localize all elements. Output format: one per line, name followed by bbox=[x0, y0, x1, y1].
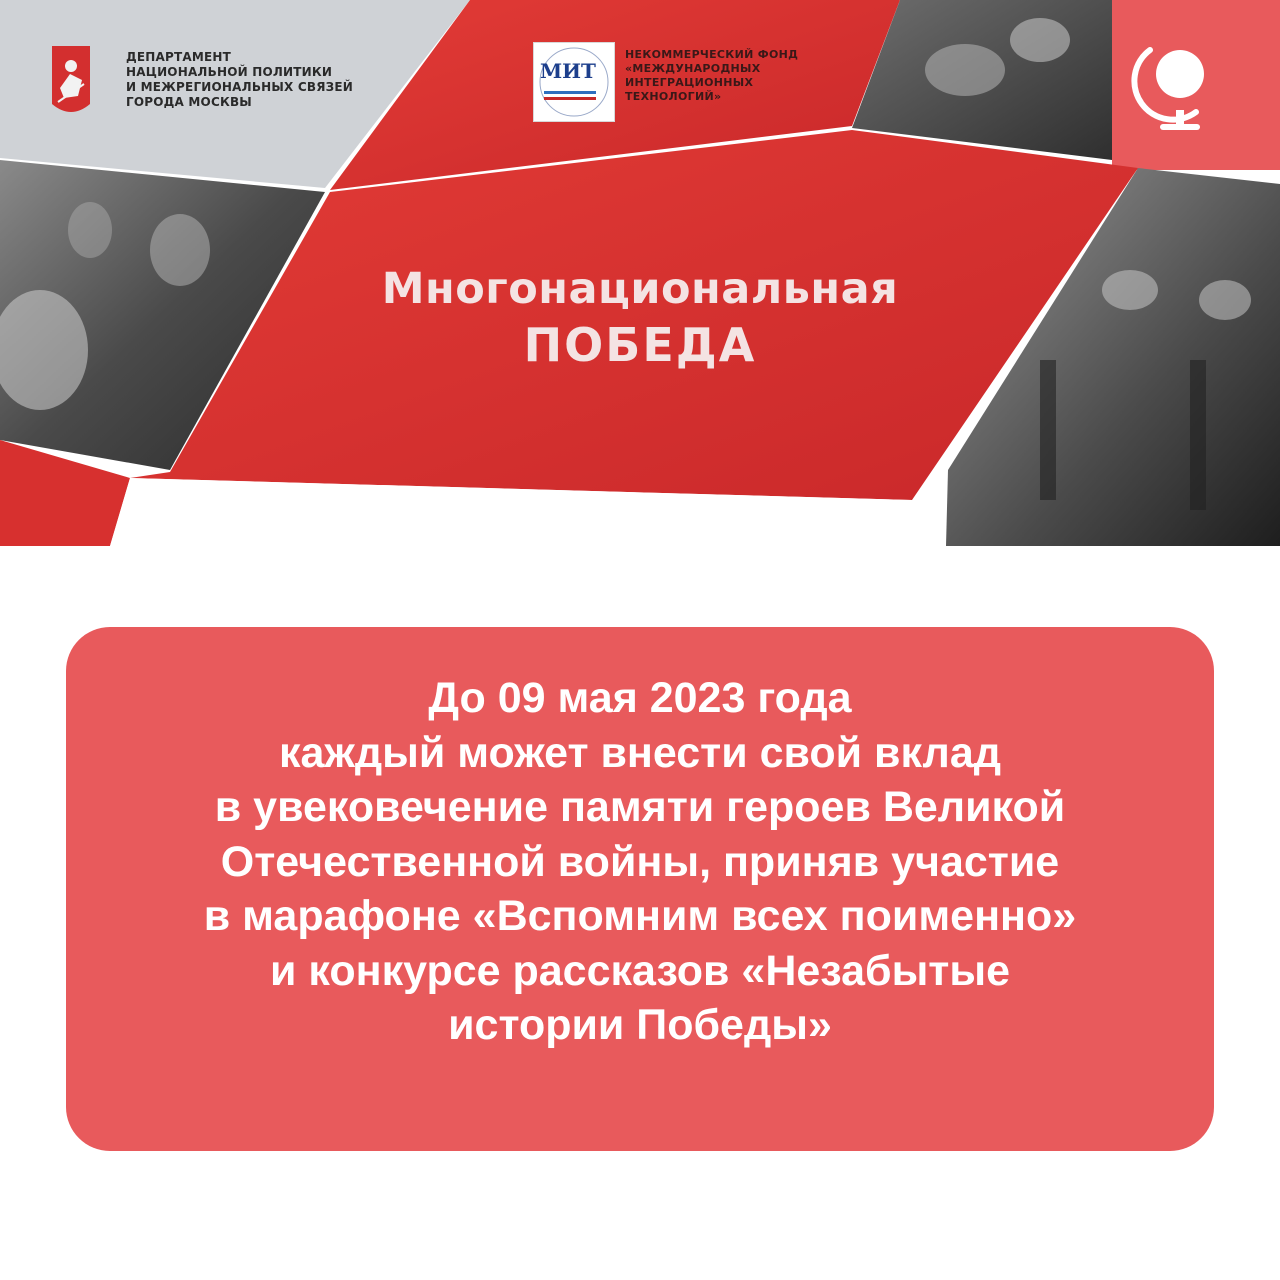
banner-title-line1: Многонациональная bbox=[381, 264, 899, 314]
announcement-line: До 09 мая 2023 года bbox=[428, 674, 852, 722]
department-block bbox=[50, 44, 426, 120]
department-name: ДЕПАРТАМЕНТ НАЦИОНАЛЬНОЙ ПОЛИТИКИ И МЕЖРЕГИОНАЛЬНЫХ СВЯЗЕЙ ГОРОДА МОСКВЫ bbox=[126, 50, 354, 109]
announcement-text bbox=[66, 671, 1214, 1053]
mit-logo-text: МИТ bbox=[540, 59, 596, 83]
banner-title bbox=[320, 262, 960, 374]
fund-block bbox=[533, 42, 835, 122]
announcement-line: в увековечение памяти героев Великой bbox=[214, 783, 1066, 831]
fund-name: НЕКОММЕРЧЕСКИЙ ФОНД «МЕЖДУНАРОДНЫХ ИНТЕГРАЦИОННЫХ ТЕХНОЛОГИЙ» bbox=[625, 48, 799, 103]
banner-title-line2: ПОБЕДА bbox=[523, 318, 757, 372]
announcement-line: и конкурсе рассказов «Незабытые bbox=[270, 946, 1010, 995]
announcement-line: каждый может внести свой вклад bbox=[278, 728, 1002, 777]
globe-icon bbox=[1128, 30, 1228, 140]
moscow-coat-of-arms-icon bbox=[50, 44, 92, 120]
announcement-line: в марафоне «Вспомним всех поименно» bbox=[203, 892, 1077, 940]
mit-logo bbox=[533, 42, 615, 122]
announcement-card bbox=[66, 627, 1214, 1151]
header-banner bbox=[0, 0, 1280, 546]
announcement-line: истории Победы» bbox=[448, 1001, 832, 1049]
announcement-line: Отечественной войны, приняв участие bbox=[220, 837, 1060, 886]
